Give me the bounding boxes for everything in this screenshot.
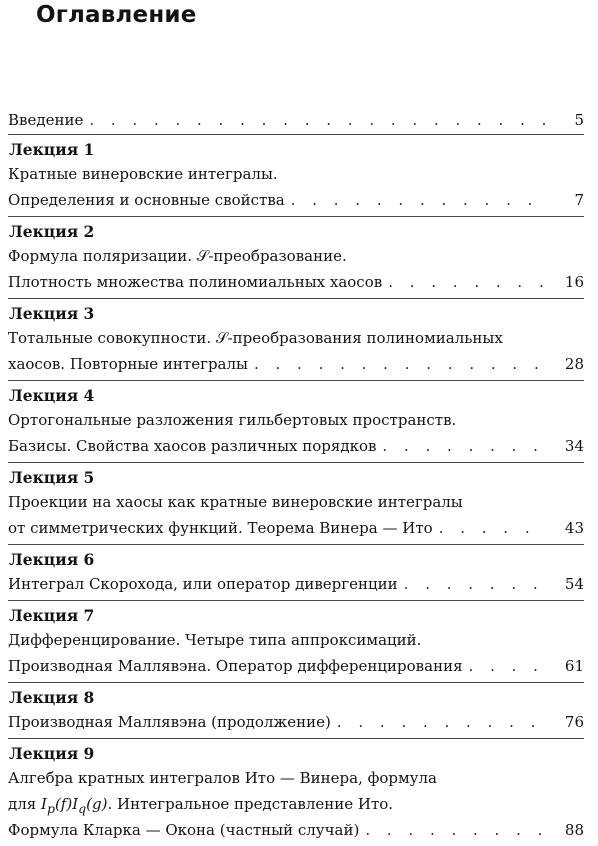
lecture-heading: Лекция 9 (9, 744, 95, 763)
formula-symbol: I (41, 795, 47, 813)
page-number: 54 (564, 575, 584, 593)
toc-entry-line: Плотность множества полиномиальных хаосов (8, 273, 383, 291)
dot-leader (337, 709, 546, 735)
lecture-heading: Лекция 4 (9, 386, 95, 405)
page-number: 43 (564, 519, 584, 537)
lecture-heading: Лекция 2 (9, 222, 95, 241)
toc-item-lecture-2 (8, 217, 584, 298)
dot-leader (291, 187, 546, 213)
dot-leader (439, 515, 546, 541)
formula-prefix: для (8, 795, 41, 813)
toc-entry-line: Формула Кларка — Окона (частный случай) (8, 821, 360, 839)
page-number: 28 (564, 355, 584, 373)
dot-leader (382, 433, 546, 459)
toc-entry-line: от симметрических функций. Теорема Винера — Ито (8, 519, 433, 537)
dot-leader (469, 653, 546, 679)
dot-leader (404, 571, 546, 597)
toc-item-lecture-4 (8, 381, 584, 462)
dot-leader (388, 269, 546, 295)
toc-item-lecture-6 (8, 545, 584, 600)
table-of-contents (8, 105, 584, 846)
dot-leader (254, 351, 546, 377)
formula-argument: (g) (86, 795, 108, 813)
page-title: Оглавление (36, 2, 197, 28)
toc-entry-line: Кратные винеровские интегралы. (8, 165, 278, 183)
toc-entry-line: Проекции на хаосы как кратные винеровские интегралы (8, 493, 463, 511)
toc-entry-line: Базисы. Свойства хаосов различных порядков (8, 437, 377, 455)
lecture-heading: Лекция 3 (9, 304, 95, 323)
toc-entry-line: Производная Маллявэна (продолжение) (8, 713, 331, 731)
toc-item-introduction (8, 105, 584, 134)
page-number: 34 (564, 437, 584, 455)
toc-item-lecture-3 (8, 299, 584, 380)
toc-item-lecture-9 (8, 739, 584, 846)
toc-entry-line: Алгебра кратных интегралов Ито — Винера, формула (8, 769, 437, 787)
toc-item-lecture-5 (8, 463, 584, 544)
page-number: 7 (574, 191, 584, 209)
toc-entry-title: Введение (8, 111, 84, 129)
formula-suffix: . Интегральное представление Ито. (107, 795, 394, 813)
toc-item-lecture-8 (8, 683, 584, 738)
dot-leader (89, 107, 546, 133)
page-number: 16 (564, 273, 584, 291)
lecture-heading: Лекция 6 (9, 550, 95, 569)
toc-entry-line-formula (8, 791, 584, 817)
toc-entry-line: Интеграл Скорохода, или оператор дивергенции (8, 575, 398, 593)
toc-item-lecture-1 (8, 135, 584, 216)
lecture-heading: Лекция 7 (9, 606, 95, 625)
page-number: 76 (564, 713, 584, 731)
toc-entry-line: Производная Маллявэна. Оператор дифференцирования (8, 657, 463, 675)
toc-entry-line: Тотальные совокупности. 𝒮-преобразования полиномиальных (8, 329, 503, 347)
formula-symbol: I (72, 795, 79, 813)
toc-entry-line: Ортогональные разложения гильбертовых пространств. (8, 411, 457, 429)
lecture-heading: Лекция 1 (9, 140, 95, 159)
toc-item-lecture-7 (8, 601, 584, 682)
toc-entry-line: Дифференцирование. Четыре типа аппроксимаций. (8, 631, 422, 649)
formula-subscript: q (78, 801, 87, 816)
toc-entry-line: Определения и основные свойства (8, 191, 285, 209)
dot-leader (365, 817, 546, 843)
lecture-heading: Лекция 5 (9, 468, 95, 487)
toc-entry-line: Формула поляризации. 𝒮-преобразование. (8, 247, 347, 265)
toc-entry-line: хаосов. Повторные интегралы (8, 355, 248, 373)
page-number: 61 (564, 657, 584, 675)
lecture-heading: Лекция 8 (9, 688, 95, 707)
page-number: 88 (564, 821, 584, 839)
page-number: 5 (574, 111, 584, 129)
formula-subscript: p (46, 801, 55, 816)
formula-argument: (f) (54, 795, 73, 813)
